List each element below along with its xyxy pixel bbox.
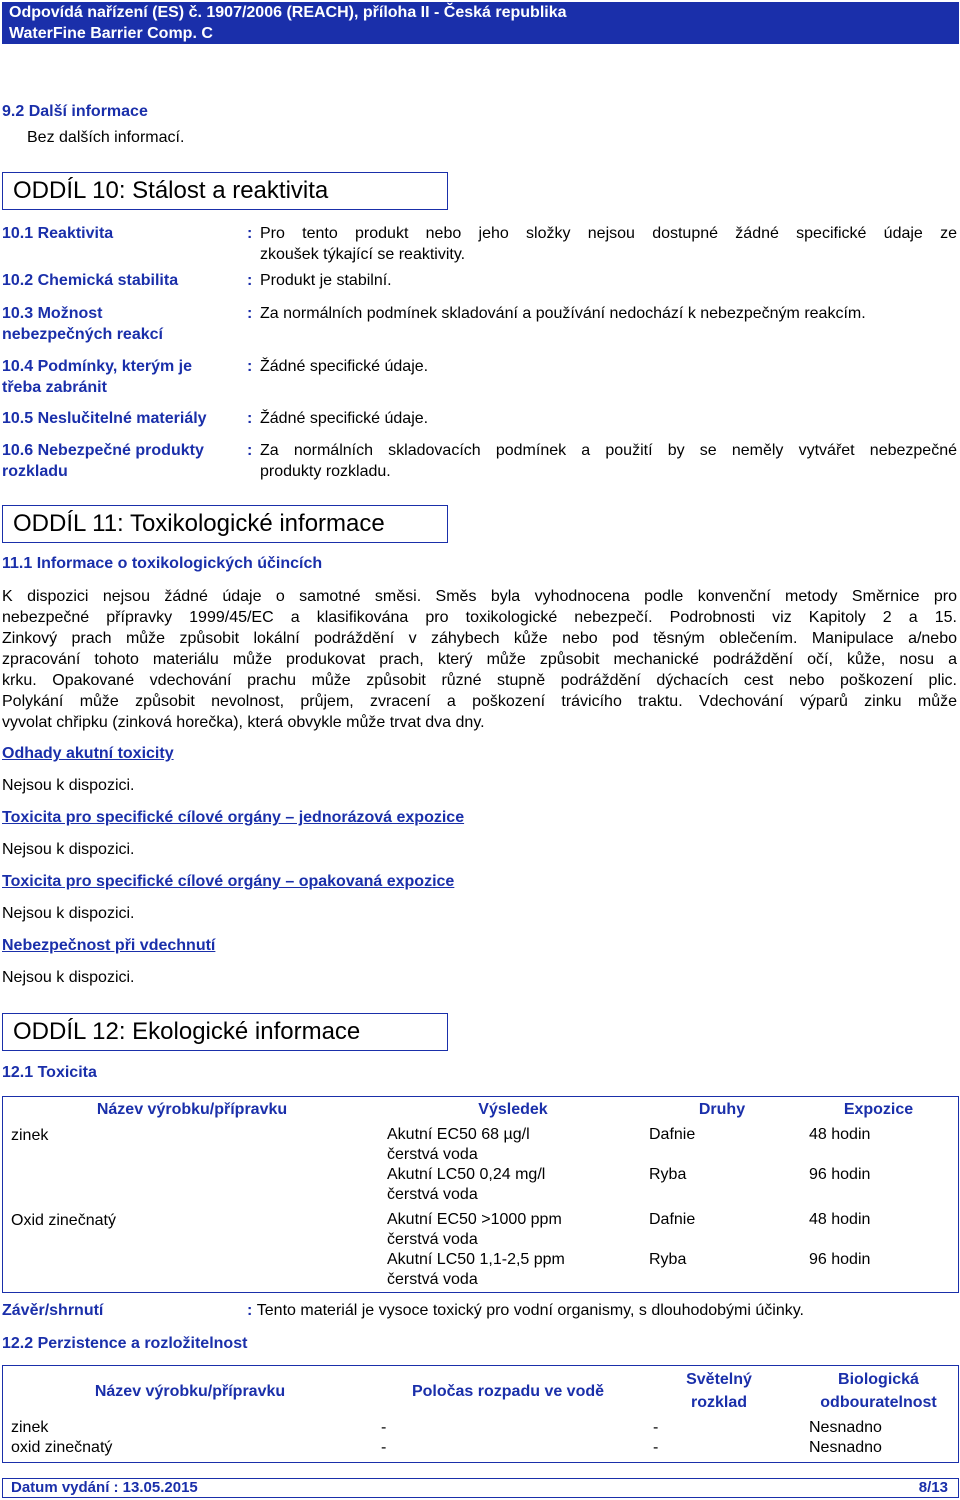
toxicity-result-line: čerstvá voda	[387, 1146, 478, 1163]
reactivity-row-value	[260, 408, 957, 429]
reactivity-row-label-line: 10.1 Reaktivita	[2, 225, 114, 242]
section-10-heading	[2, 172, 448, 210]
reactivity-row-value	[260, 270, 957, 291]
section-9-2-title: 9.2 Další informace	[2, 103, 148, 120]
persistence-header-line: Název výrobku/přípravku	[94, 1383, 286, 1400]
persistence-halflife: -	[381, 1419, 387, 1436]
toxicity-result-line: čerstvá voda	[387, 1271, 478, 1288]
section-10-title: ODDÍL 10: Stálost a reaktivita	[13, 177, 329, 204]
page-number: 8/13	[918, 1479, 948, 1496]
issue-date: Datum vydání : 13.05.2015	[11, 1479, 198, 1496]
reactivity-row-value-line: Žádné specifické údaje.	[260, 358, 429, 375]
reactivity-row-label-line: 10.3 Možnost	[2, 305, 103, 322]
toxicity-result	[387, 1250, 565, 1290]
persistence-header-line: odbouratelnost	[820, 1394, 937, 1411]
section-11-title: ODDÍL 11: Toxikologické informace	[13, 510, 385, 537]
reactivity-row-label-line: třeba zabránit	[2, 379, 107, 396]
persistence-header-line: Poločas rozpadu ve vodě	[411, 1383, 605, 1400]
product-name: WaterFine Barrier Comp. C	[9, 25, 213, 42]
toxicology-paragraph-line: krku. Opakované vdechování prachu může způsobit různé stupně podráždění dýchacích cest nebo poškození plic.	[2, 672, 957, 689]
toxicity-table-body	[3, 1097, 958, 1292]
reactivity-row-colon: :	[247, 410, 253, 427]
toxicology-item-text: Nejsou k dispozici.	[2, 841, 135, 858]
toxicology-paragraph	[2, 586, 957, 733]
toxicity-result-line: Akutní EC50 68 µg/l	[387, 1126, 530, 1143]
reactivity-row-label-line: 10.2 Chemická stabilita	[2, 272, 179, 289]
reactivity-row-label	[2, 356, 242, 398]
regulation-header	[2, 2, 959, 44]
persistence-header-cell	[799, 1368, 958, 1414]
reactivity-row-label	[2, 270, 242, 291]
toxicity-substance-name: zinek	[11, 1127, 49, 1144]
reactivity-row-value-line: Za normálních podmínek skladování a používání nedochází k nebezpečným reakcím.	[260, 305, 866, 322]
regulation-line: Odpovídá nařízení (ES) č. 1907/2006 (REACH), příloha II - Česká republika	[9, 4, 567, 21]
persistence-header-line: Biologická	[838, 1371, 919, 1388]
reactivity-row-value-line: zkoušek týkající se reaktivity.	[260, 246, 466, 263]
reactivity-row-colon: :	[247, 305, 253, 322]
reactivity-row-label-line: rozkladu	[2, 463, 68, 480]
reactivity-row-colon: :	[247, 272, 253, 289]
section-12-1-title: 12.1 Toxicita	[2, 1064, 97, 1081]
toxicity-header-cell: Expozice	[843, 1101, 914, 1118]
reactivity-row-colon: :	[247, 442, 253, 459]
persistence-table-body	[3, 1366, 958, 1462]
toxicity-table	[2, 1096, 959, 1293]
toxicity-result-line: čerstvá voda	[387, 1231, 478, 1248]
persistence-biodegradability: Nesnadno	[809, 1439, 882, 1456]
toxicity-result	[387, 1125, 530, 1165]
toxicity-header-cell: Druhy	[698, 1101, 746, 1118]
persistence-biodegradability: Nesnadno	[809, 1419, 882, 1436]
persistence-header-cell	[639, 1368, 799, 1414]
section-12-title: ODDÍL 12: Ekologické informace	[13, 1018, 361, 1045]
toxicity-result-line: Akutní LC50 1,1-2,5 ppm	[387, 1251, 565, 1268]
toxicology-item-title: Nebezpečnost při vdechnutí	[2, 937, 216, 954]
toxicity-exposure: 48 hodin	[809, 1126, 871, 1143]
toxicology-paragraph-line: zpracování tohoto materiálu může produkovat prach, který může způsobit mechanické podráždění očí, kůže, nosu a	[2, 651, 957, 668]
toxicology-item-title: Odhady akutní toxicity	[2, 745, 174, 762]
toxicity-exposure: 96 hodin	[809, 1166, 871, 1183]
toxicology-item-title: Toxicita pro specifické cílové orgány – opakovaná expozice	[2, 873, 455, 890]
reactivity-row-label	[2, 440, 242, 482]
persistence-header-cell	[3, 1380, 377, 1403]
reactivity-row-value-line: Za normálních skladovacích podmínek a použití by se neměly vytvářet nebezpečné	[260, 442, 957, 459]
toxicity-result-line: čerstvá voda	[387, 1186, 478, 1203]
toxicity-exposure: 96 hodin	[809, 1251, 871, 1268]
toxicity-species: Dafnie	[649, 1126, 696, 1143]
toxicity-header-cell: Výsledek	[478, 1101, 548, 1118]
toxicity-header-cell: Název výrobku/přípravku	[96, 1101, 288, 1118]
persistence-substance-name: zinek	[11, 1419, 49, 1436]
toxicology-paragraph-line: nebezpečné přípravky 1999/45/EC a klasifikována pro toxikologické nebezpečí. Podrobnosti viz Kapitoly 2 a 15.	[2, 609, 957, 626]
reactivity-row-value-line: produkty rozkladu.	[260, 463, 391, 480]
reactivity-row-value	[260, 303, 957, 324]
reactivity-row-label	[2, 303, 242, 345]
reactivity-row-value	[260, 223, 957, 265]
toxicity-result-line: Akutní LC50 0,24 mg/l	[387, 1166, 546, 1183]
toxicology-paragraph-line: Zinkový prach může způsobit lokální podráždění v záhybech kůže nebo pod těsným oblečením. Manipulace a/nebo	[2, 630, 957, 647]
section-11-1-title: 11.1 Informace o toxikologických účincích	[2, 555, 323, 572]
reactivity-row-label-line: 10.5 Neslučitelné materiály	[2, 410, 207, 427]
toxicology-paragraph-line: Polykání může způsobit nevolnost, průjem, zvracení a poškození trávicího traktu. Vdechování výparů zinku může	[2, 693, 957, 710]
persistence-photolysis: -	[653, 1439, 659, 1456]
page-footer	[2, 1478, 959, 1498]
persistence-photolysis: -	[653, 1419, 659, 1436]
reactivity-row-label	[2, 223, 242, 244]
toxicology-paragraph-line: vyvolat chřipku (zinková horečka), která obvykle může trvat dva dny.	[2, 714, 485, 731]
reactivity-row-value-line: Pro tento produkt nebo jeho složky nejsou dostupné žádné specifické údaje ze	[260, 225, 957, 242]
toxicity-species: Dafnie	[649, 1211, 696, 1228]
persistence-table	[2, 1365, 959, 1463]
toxicology-item-text: Nejsou k dispozici.	[2, 969, 135, 986]
persistence-header-line: rozklad	[690, 1394, 747, 1411]
summary-value: Tento materiál je vysoce toxický pro vodní organismy, s dlouhodobými účinky.	[256, 1302, 804, 1319]
reactivity-row-colon: :	[247, 358, 253, 375]
persistence-substance-name: oxid zinečnatý	[11, 1439, 113, 1456]
reactivity-row-label	[2, 408, 242, 429]
summary-value-wrap	[247, 1300, 804, 1321]
toxicology-item-text: Nejsou k dispozici.	[2, 905, 135, 922]
section-12-heading	[2, 1013, 448, 1051]
toxicity-result	[387, 1165, 545, 1205]
section-11-heading	[2, 505, 448, 543]
reactivity-row-colon: :	[247, 225, 253, 242]
toxicity-result-line: Akutní EC50 >1000 ppm	[387, 1211, 562, 1228]
reactivity-row-label-line: 10.6 Nebezpečné produkty	[2, 442, 204, 459]
reactivity-row-value	[260, 356, 957, 377]
reactivity-row-label-line: 10.4 Podmínky, kterým je	[2, 358, 193, 375]
toxicity-exposure: 48 hodin	[809, 1211, 871, 1228]
toxicology-item-text: Nejsou k dispozici.	[2, 777, 135, 794]
reactivity-row-value-line: Produkt je stabilní.	[260, 272, 392, 289]
summary-label: Závěr/shrnutí	[2, 1302, 104, 1319]
persistence-halflife: -	[381, 1439, 387, 1456]
toxicity-result	[387, 1210, 562, 1250]
reactivity-row-label-line: nebezpečných reakcí	[2, 326, 163, 343]
reactivity-row-value-line: Žádné specifické údaje.	[260, 410, 429, 427]
section-12-2-title: 12.2 Perzistence a rozložitelnost	[2, 1335, 248, 1352]
toxicity-substance-name: Oxid zinečnatý	[11, 1212, 116, 1229]
reactivity-row-value	[260, 440, 957, 482]
toxicology-paragraph-line: K dispozici nejsou žádné údaje o samotné směsi. Směs byla vyhodnocena podle konvenční metody Směrnice pro	[2, 588, 957, 605]
persistence-header-line: Světelný	[686, 1371, 752, 1388]
toxicology-item-title: Toxicita pro specifické cílové orgány – jednorázová expozice	[2, 809, 465, 826]
toxicity-species: Ryba	[649, 1251, 687, 1268]
toxicity-species: Ryba	[649, 1166, 687, 1183]
section-9-2-text: Bez dalších informací.	[27, 129, 185, 146]
persistence-header-cell	[377, 1380, 639, 1403]
summary-colon: :	[247, 1302, 257, 1319]
